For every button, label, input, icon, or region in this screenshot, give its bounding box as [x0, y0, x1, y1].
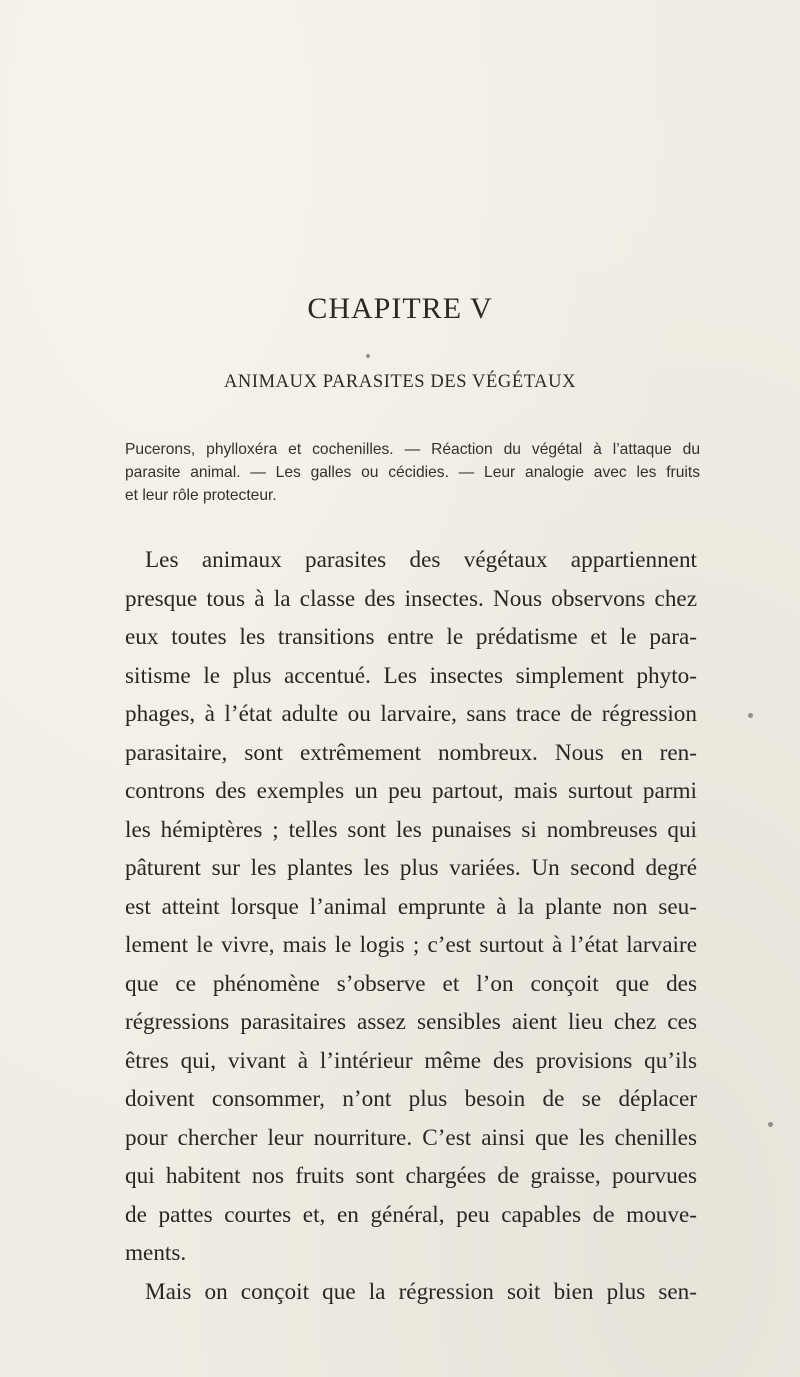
body-paragraphs — [125, 541, 697, 1311]
body-line: pâturent sur les plantes les plus variées. Un second degré — [125, 855, 697, 881]
body-line: Mais on conçoit que la régression soit bien plus sen- — [145, 1278, 697, 1305]
summary-line: Pucerons, phylloxéra et cochenilles. — Réaction du végétal à l’attaque du — [125, 441, 700, 458]
chapter-subtitle: ANIMAUX PARASITES DES VÉGÉTAUX — [223, 372, 577, 392]
body-line: Les animaux parasites des végétaux appartiennent — [145, 547, 697, 573]
body-line: sitisme le plus accentué. Les insectes simplement phyto- — [125, 662, 697, 689]
paper-speck — [748, 713, 753, 718]
body-line: lement le vivre, mais le logis ; c’est surtout à l’état larvaire — [125, 932, 697, 958]
body-line: régressions parasitaires assez sensibles aient lieu chez ces — [125, 1009, 697, 1035]
body-line: parasitaire, sont extrêmement nombreux. Nous en ren- — [125, 739, 697, 766]
body-line: êtres qui, vivant à l’intérieur même des provisions qu’ils — [125, 1047, 697, 1074]
paper-speck — [768, 1122, 773, 1127]
paper-speck — [366, 354, 370, 358]
body-line: phages, à l’état adulte ou larvaire, sans trace de régression — [125, 701, 697, 727]
body-line: eux toutes les transitions entre le prédatisme et le para- — [125, 624, 697, 650]
body-line: qui habitent nos fruits sont chargées de graisse, pourvues — [125, 1163, 697, 1189]
body-line: que ce phénomène s’observe et l’on conçoit que des — [125, 970, 697, 997]
body-line: controns des exemples un peu partout, mais surtout parmi — [125, 778, 697, 804]
body-line: doivent consommer, n’ont plus besoin de se déplacer — [125, 1086, 697, 1112]
chapter-title: CHAPITRE V — [307, 292, 493, 325]
body-line: presque tous à la classe des insectes. Nous observons chez — [125, 585, 697, 612]
summary-line: et leur rôle protecteur. — [125, 487, 277, 504]
body-line: est atteint lorsque l’animal emprunte à la plante non seu- — [125, 893, 697, 920]
body-line: les hémiptères ; telles sont les punaises si nombreuses qui — [125, 816, 697, 843]
body-line: pour chercher leur nourriture. C’est ainsi que les chenilles — [125, 1124, 697, 1151]
summary-line: parasite animal. — Les galles ou cécidies. — Leur analogie avec les fruits — [125, 464, 700, 481]
chapter-summary — [125, 438, 700, 507]
body-line: de pattes courtes et, en général, peu capables de mouve- — [125, 1201, 697, 1228]
body-line: ments. — [125, 1240, 187, 1266]
